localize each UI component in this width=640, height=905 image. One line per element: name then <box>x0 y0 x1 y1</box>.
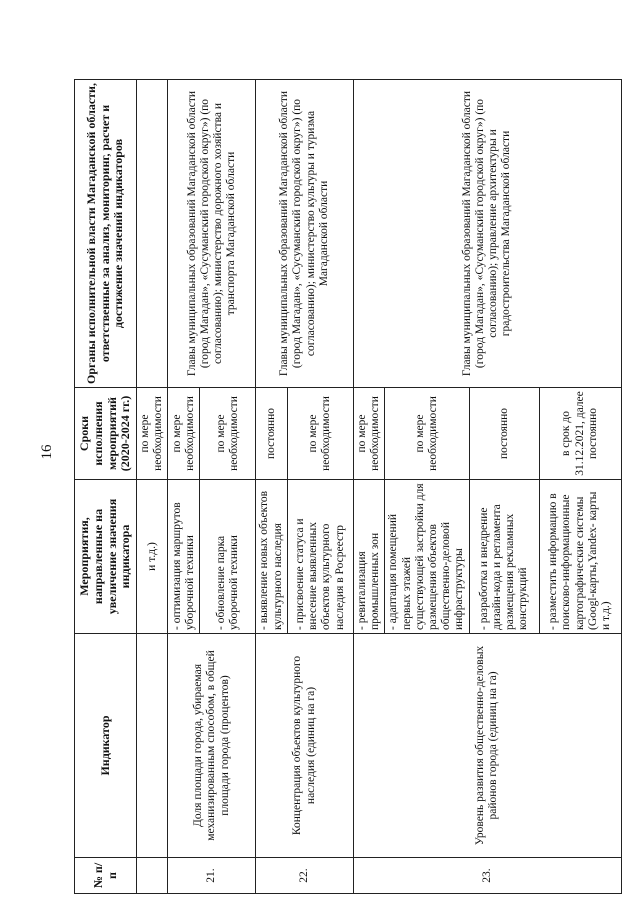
row22-deadline-1: постоянно <box>256 388 287 480</box>
row22-authorities: Главы муниципальных образований Магаданской области (город Магадан», «Сусуманский городской округ») (по согласованию); министерство культуры и туризма Магаданской области <box>256 80 353 388</box>
row23-deadline-3: постоянно <box>469 388 539 480</box>
row23-num: 23. <box>353 858 621 894</box>
row23-measure-2: - адаптация помещений первых этажей существующей застройки для размещения объектов общественно-деловой инфраструктуры <box>385 480 469 634</box>
row22-measure-2: - присвоение статуса и внесение выявленных объектов культурного наследия в Росреестр <box>287 480 353 634</box>
cont-measure: и т.д.) <box>137 480 168 634</box>
header-row <box>75 80 137 894</box>
cont-authorities <box>137 80 168 388</box>
cont-indicator <box>137 634 168 858</box>
header-indicator: Индикатор <box>75 634 137 858</box>
header-authorities: Органы исполнительной власти Магаданской области, ответственные за анализ, мониторинг, расчет и достижение значений индикаторов <box>75 80 137 388</box>
row23-measure-1: - ревитализация промышленных зон <box>353 480 384 634</box>
table-row-23 <box>353 80 384 894</box>
row23-indicator: Уровень развития общественно-деловых районов города (единиц на га) <box>353 634 621 858</box>
table-row-22 <box>256 80 287 894</box>
row23-deadline-2: по мере необходимости <box>385 388 469 480</box>
cont-num <box>137 858 168 894</box>
page-number: 16 <box>39 444 55 460</box>
row21-deadline-1: по мере необходимости <box>168 388 200 480</box>
row22-measure-1: - выявление новых объектов культурного наследия <box>256 480 287 634</box>
row23-measure-3: - разработка и внедрение дизайн-кода и регламента размещения рекламных конструкций <box>469 480 539 634</box>
row23-authorities: Главы муниципальных образований Магаданской области (город Магадан», «Сусуманский городской округ») (по согласованию); управление архитектуры и градостроительства Магаданской области <box>353 80 621 388</box>
header-deadline: Сроки исполнения мероприятий (2020-2024 гг.) <box>75 388 137 480</box>
row21-measure-1: - оптимизация маршрутов уборочной техники <box>168 480 200 634</box>
row21-num: 21. <box>168 858 256 894</box>
table-row-21 <box>168 80 200 894</box>
row23-deadline-4: в срок до 31.12.2021, далее постоянно <box>539 388 621 480</box>
rotated-table-container <box>74 80 612 894</box>
header-num: № п/п <box>75 858 137 894</box>
row23-measure-4: - разместить информацию в поисково-информационные картографические системы (Googl-карты,Yandex- карты и т.д.) <box>539 480 621 634</box>
row21-deadline-2: по мере необходимости <box>200 388 256 480</box>
row22-deadline-2: по мере необходимости <box>287 388 353 480</box>
cont-deadline: по мере необходимости <box>137 388 168 480</box>
row22-num: 22. <box>256 858 353 894</box>
row21-measure-2: - обновление парка уборочной техники <box>200 480 256 634</box>
row23-deadline-1: по мере необходимости <box>353 388 384 480</box>
header-measures: Мероприятия, направленные на увеличение значения индикатора <box>75 480 137 634</box>
continuation-row <box>137 80 168 894</box>
indicators-table <box>74 79 622 894</box>
row21-indicator: Доля площади города, убираемая механизированным способом, в общей площади города (процентов) <box>168 634 256 858</box>
row21-authorities: Главы муниципальных образований Магаданской области (город Магадан», «Сусуманский городской округ») (по согласованию); министерство дорожного хозяйства и транспорта Магаданской области <box>168 80 256 388</box>
row22-indicator: Концентрация объектов культурного наследия (единиц на га) <box>256 634 353 858</box>
